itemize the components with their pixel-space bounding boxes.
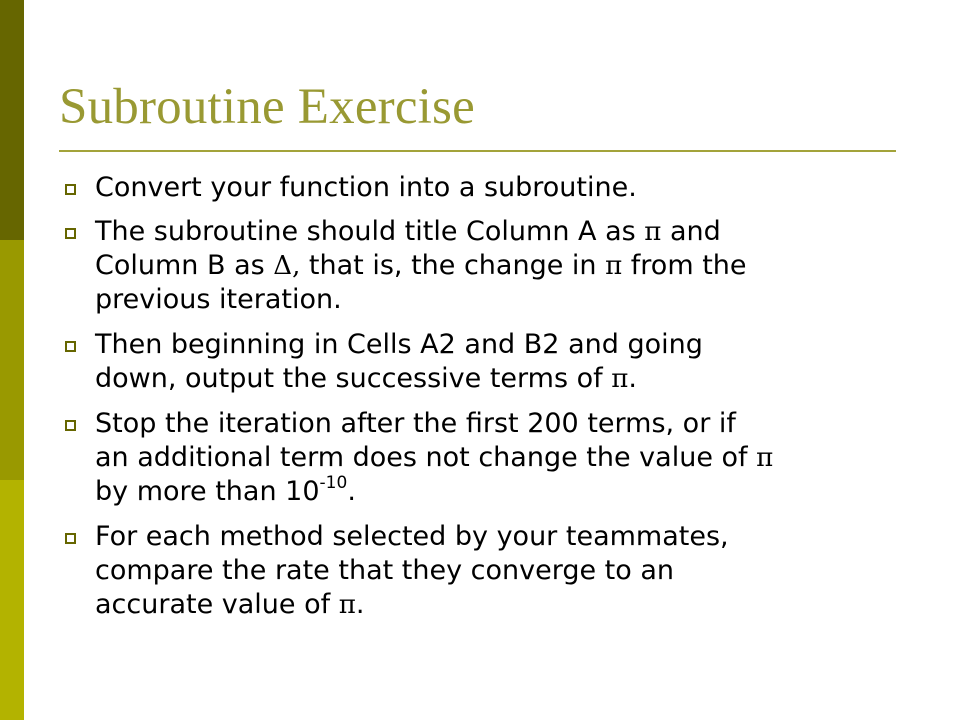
pi-symbol: π xyxy=(644,217,662,247)
pi-symbol: π xyxy=(605,251,623,281)
bullet-line: compare the rate that they converge to an xyxy=(95,555,675,586)
bullet-text: Convert your function into a subroutine. xyxy=(95,172,637,203)
square-bullet-icon xyxy=(65,341,76,352)
square-bullet-icon xyxy=(65,533,76,544)
bullet-line: previous iteration. xyxy=(95,284,342,315)
pi-symbol: π xyxy=(338,590,356,620)
bullet-line: For each method selected by your teammates, xyxy=(95,521,729,552)
bullet-line: by more than $10^{-10}$. xyxy=(95,473,356,507)
square-bullet-icon xyxy=(65,420,76,431)
bullet-line: Column B as Δ, that is, the change in π from the xyxy=(95,250,747,281)
square-bullet-icon xyxy=(65,228,76,239)
exponent: -10 xyxy=(319,473,348,493)
pi-symbol: π xyxy=(611,364,629,394)
bullet-line: accurate value of π. xyxy=(95,589,365,620)
delta-symbol: Δ, xyxy=(273,251,301,281)
bullet-line: an additional term does not change the value of π xyxy=(95,442,774,473)
pi-symbol: π xyxy=(756,443,774,473)
square-bullet-icon xyxy=(65,184,76,195)
bullet-line: Then beginning in Cells A2 and B2 and going xyxy=(95,329,703,360)
slide-title: Subroutine Exercise xyxy=(59,79,475,135)
bullet-line: Stop the iteration after the first 200 terms, or if xyxy=(95,408,736,439)
bullet-line: The subroutine should title Column A as π and xyxy=(95,216,721,247)
bullet-line: down, output the successive terms of π. xyxy=(95,363,637,394)
